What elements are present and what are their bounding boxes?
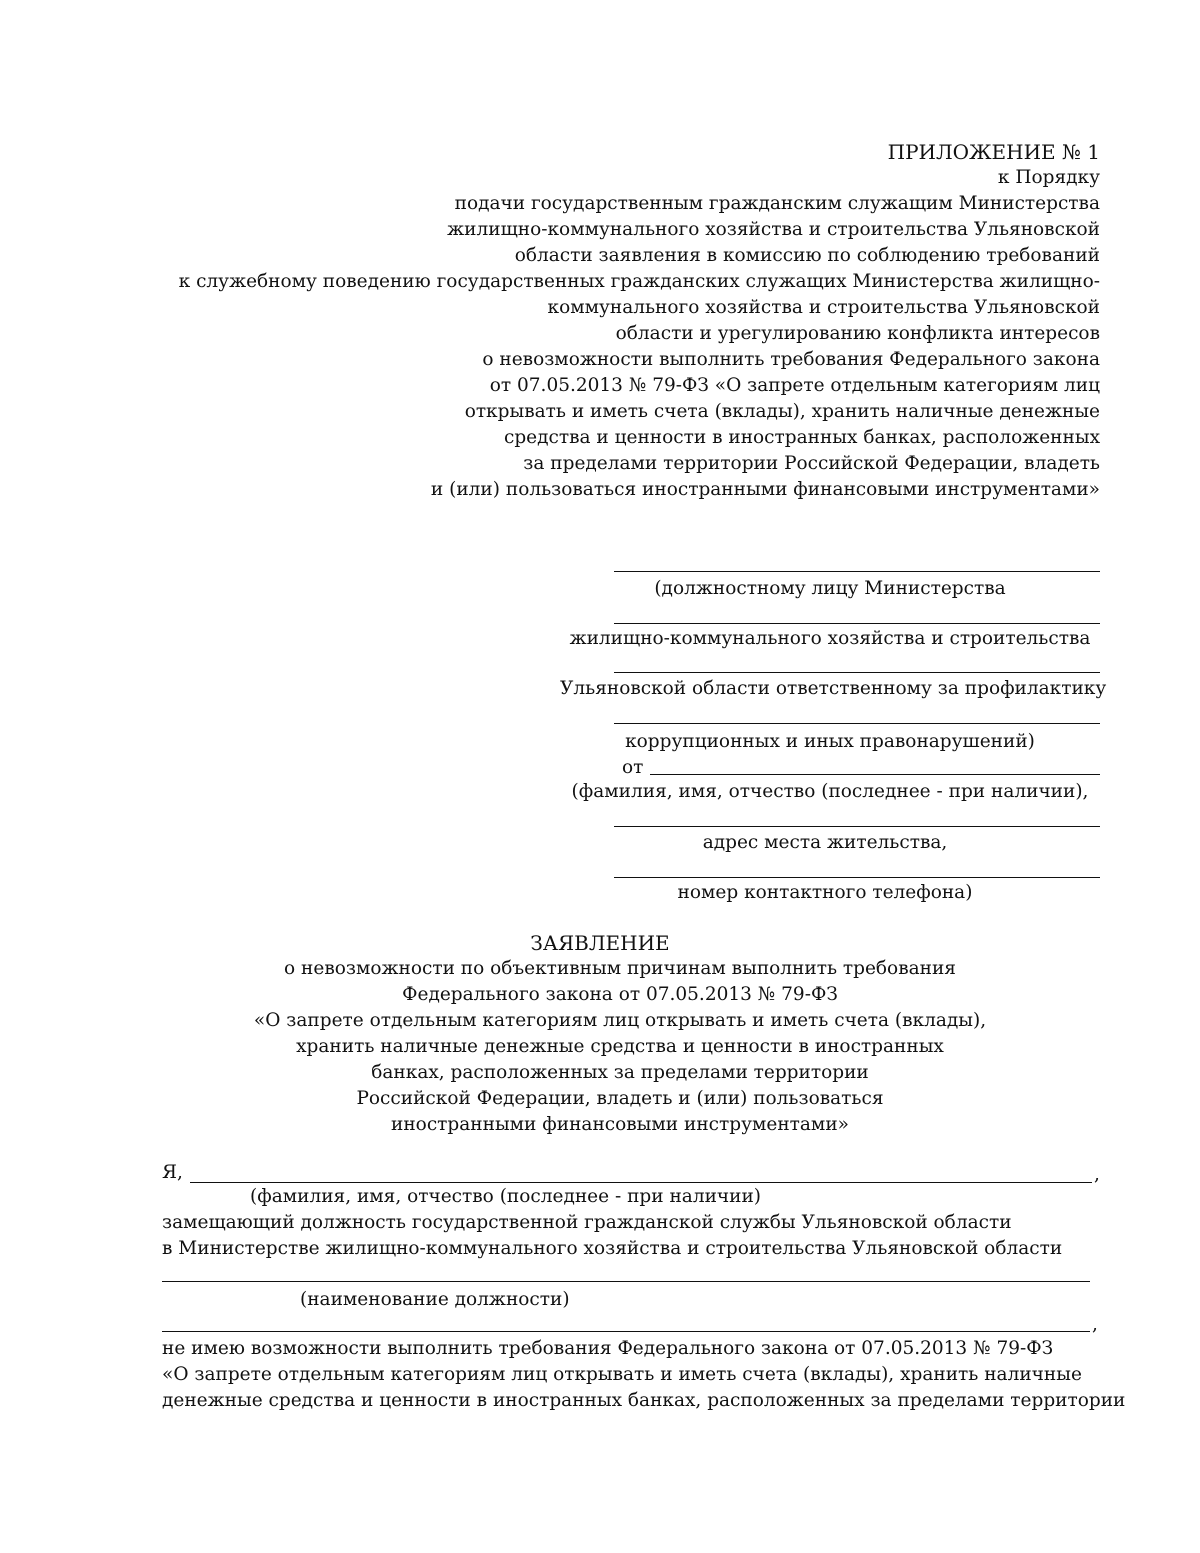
appendix-line: от 07.05.2013 № 79-ФЗ «О запрете отдельным категориям лиц xyxy=(489,375,1100,396)
appendix-line: за пределами территории Российской Федерации, владеть xyxy=(523,453,1100,474)
address-blank-line xyxy=(614,826,1100,827)
phone-blank-line xyxy=(614,877,1100,878)
appendix-line: и (или) пользоваться иностранными финансовыми инструментами» xyxy=(430,479,1100,500)
trailing-comma: , xyxy=(1094,1164,1100,1185)
appendix-title: ПРИЛОЖЕНИЕ № 1 xyxy=(887,140,1100,164)
body-text-line: «О запрете отдельным категориям лиц открывать и иметь счета (вклады), хранить наличные xyxy=(162,1364,1082,1385)
position-hint: (наименование должности) xyxy=(300,1289,570,1310)
appendix-line: к Порядку xyxy=(997,167,1100,188)
i-label: Я, xyxy=(162,1162,183,1183)
addressee-blank-line xyxy=(614,672,1100,673)
addressee-line-1: (должностному лицу Министерства xyxy=(654,578,1006,599)
sender-name-blank xyxy=(650,774,1100,775)
from-label: от xyxy=(622,757,644,778)
appendix-line: подачи государственным гражданским служащим Министерства xyxy=(454,193,1100,214)
statement-subtitle-line: иностранными финансовыми инструментами» xyxy=(391,1114,849,1135)
addressee-line-2: жилищно-коммунального хозяйства и строительства xyxy=(569,628,1091,649)
statement-subtitle-line: о невозможности по объективным причинам выполнить требования xyxy=(284,958,956,979)
body-text-line: не имею возможности выполнить требования Федерального закона от 07.05.2013 № 79-ФЗ xyxy=(162,1338,1054,1359)
position-blank-line xyxy=(162,1281,1090,1282)
addressee-line-3: Ульяновской области ответственному за профилактику xyxy=(560,678,1107,699)
statement-subtitle-line: Российской Федерации, владеть и (или) пользоваться xyxy=(356,1088,884,1109)
trailing-comma-2: , xyxy=(1092,1314,1098,1335)
applicant-name-blank xyxy=(190,1182,1092,1183)
position-line-1: замещающий должность государственной гражданской службы Ульяновской области xyxy=(162,1212,1012,1233)
appendix-line: жилищно-коммунального хозяйства и строительства Ульяновской xyxy=(447,219,1100,240)
statement-subtitle-line: «О запрете отдельным категориям лиц открывать и иметь счета (вклады), xyxy=(253,1010,987,1031)
appendix-line: коммунального хозяйства и строительства Ульяновской xyxy=(547,297,1100,318)
appendix-line: о невозможности выполнить требования Федерального закона xyxy=(482,349,1100,370)
appendix-line: области заявления в комиссию по соблюдению требований xyxy=(514,245,1100,266)
position-blank-line-2 xyxy=(162,1331,1090,1332)
addressee-blank-line xyxy=(614,623,1100,624)
statement-subtitle-line: Федерального закона от 07.05.2013 № 79-ФЗ xyxy=(402,984,838,1005)
addressee-blank-line xyxy=(614,723,1100,724)
statement-heading: ЗАЯВЛЕНИЕ xyxy=(530,931,670,955)
sender-hint-3: номер контактного телефона) xyxy=(677,882,973,903)
body-text-line: денежные средства и ценности в иностранных банках, расположенных за пределами территории xyxy=(162,1390,1126,1411)
appendix-line: области и урегулированию конфликта интересов xyxy=(615,323,1100,344)
sender-hint-2: адрес места жительства, xyxy=(702,832,948,853)
addressee-blank-line xyxy=(614,571,1100,572)
addressee-line-4: коррупционных и иных правонарушений) xyxy=(625,731,1035,752)
statement-subtitle-line: банках, расположенных за пределами территории xyxy=(371,1062,869,1083)
appendix-line: к служебному поведению государственных гражданских служащих Министерства жилищно- xyxy=(178,271,1100,292)
appendix-line: средства и ценности в иностранных банках, расположенных xyxy=(503,427,1100,448)
statement-subtitle-line: хранить наличные денежные средства и ценности в иностранных xyxy=(296,1036,944,1057)
appendix-line: открывать и иметь счета (вклады), хранить наличные денежные xyxy=(464,401,1100,422)
position-line-2: в Министерстве жилищно-коммунального хозяйства и строительства Ульяновской области xyxy=(162,1238,1063,1259)
sender-hint-1: (фамилия, имя, отчество (последнее - при наличии), xyxy=(571,781,1089,802)
name-hint: (фамилия, имя, отчество (последнее - при наличии) xyxy=(250,1186,762,1207)
